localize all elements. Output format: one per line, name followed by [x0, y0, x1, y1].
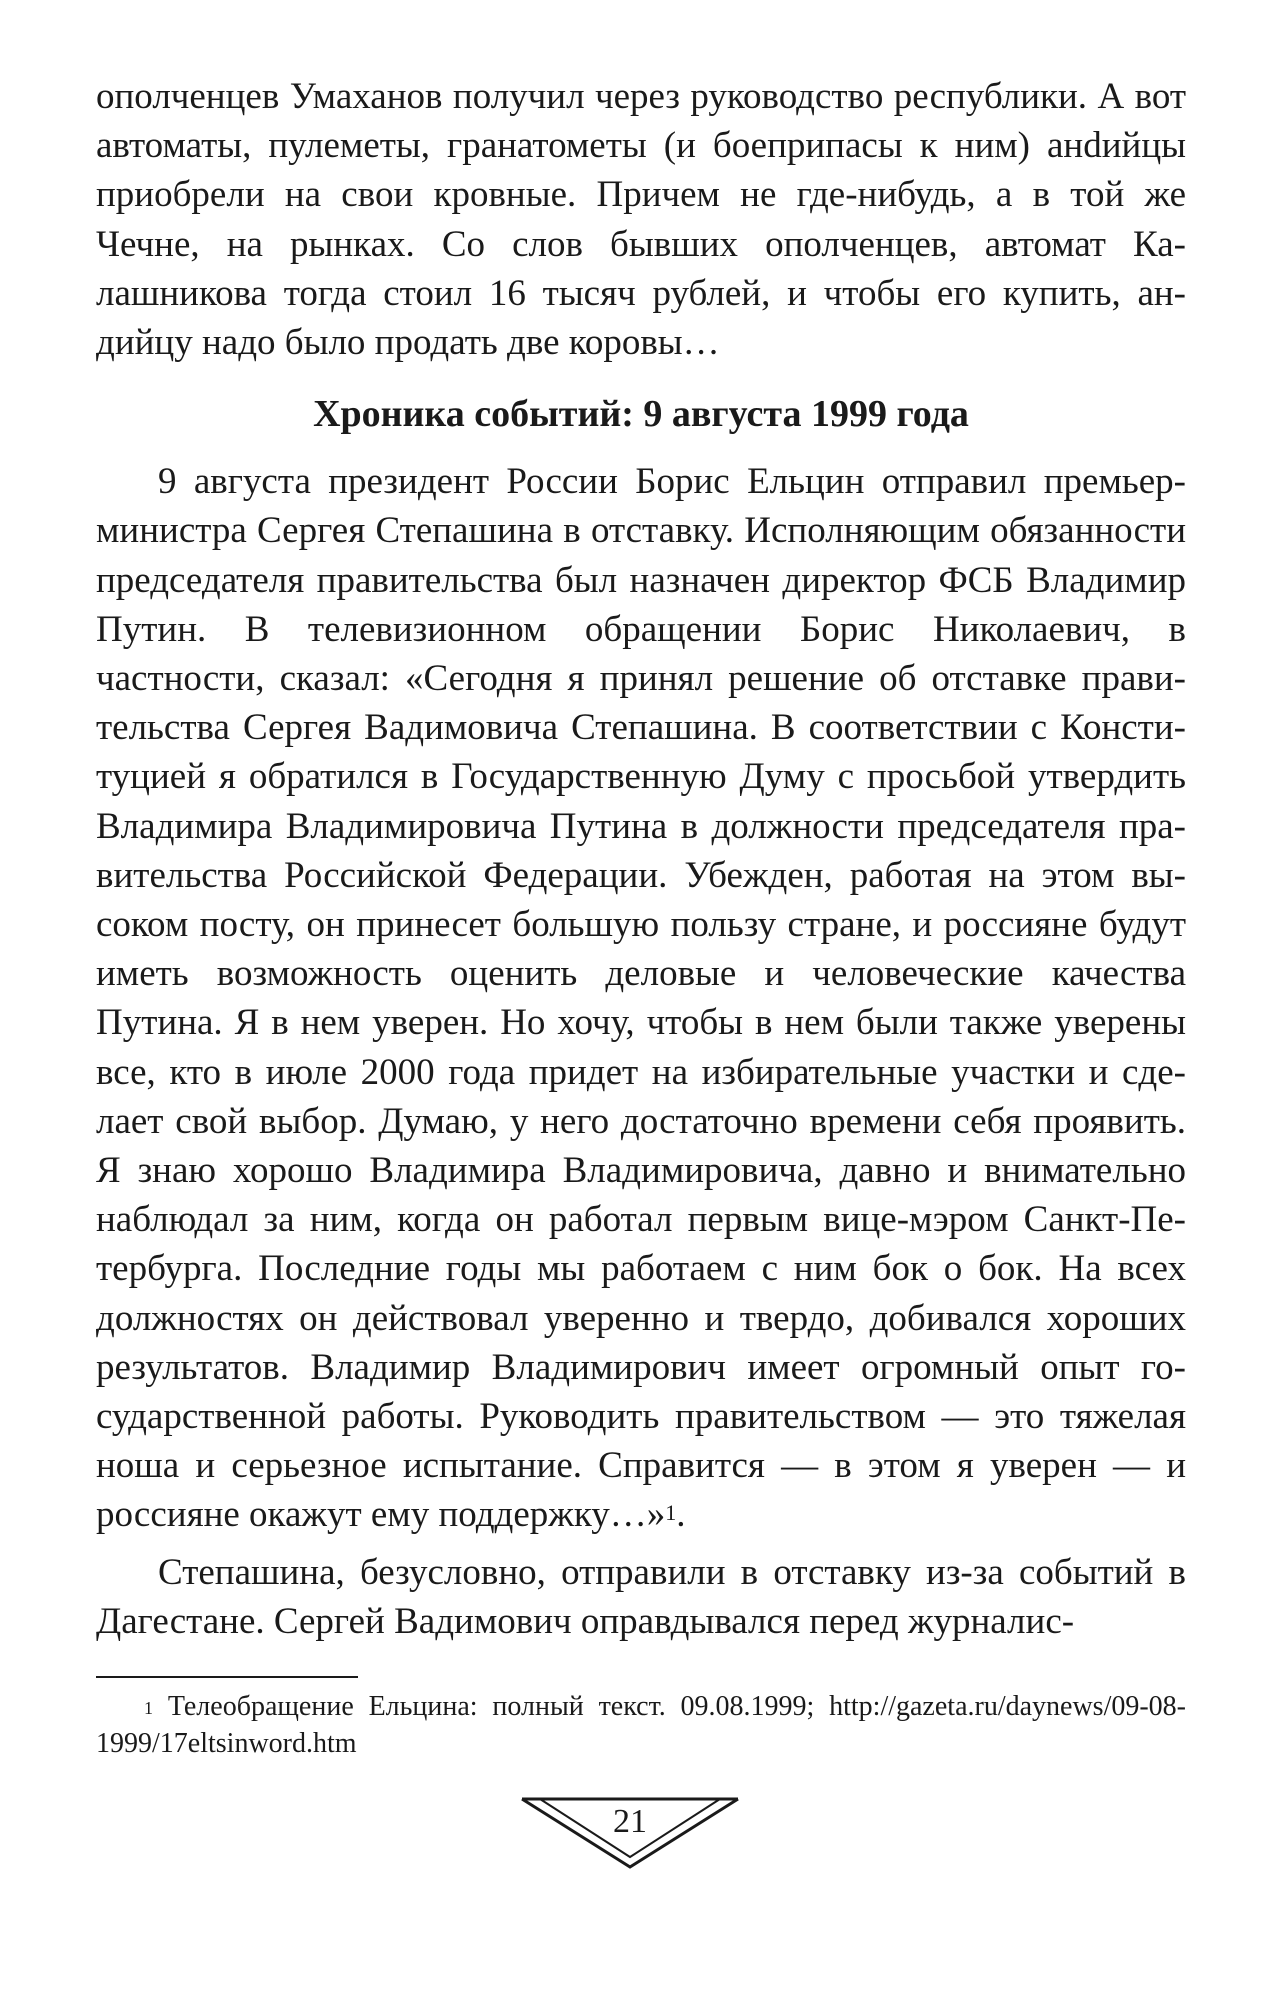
- page-number-ornament: [520, 1795, 740, 1870]
- paragraph-2: [96, 457, 1186, 1539]
- paragraph-2-text: 9 августа президент России Борис Ельцин отправил премьер-министра Сергея Степашина в отставку. Исполняющим обязанности председателя правительства был назначен директор ФСБ Владимир Путин. В телевизионном обращении Борис Николаевич, в частности, сказал: «Сегодня я принял решение об отставке правительства Сергея Вадимовича Степашина. В соответствии с Конституцией я обратился в Государственную Думу с просьбой утвердить Владимира Владимировича Путина в должности председателя правительства Российской Федерации. Убежден, работая на этом высоком посту, он принесет большую пользу стране, и россияне будут иметь возможность оценить деловые и человеческие качества Путина. Я в нем уверен. Но хочу, чтобы в нем были также уверены все, кто в июле 2000 года придет на избирательные участки и сделает свой выбор. Думаю, у него достаточно времени себя проявить. Я знаю хорошо Владимира Владимировича, давно и внимательно наблюдал за ним, когда он работал первым вице-мэром Санкт-Петербурга. Последние годы мы работаем с ним бок о бок. На всех должностях он действовал уверенно и твердо, добивался хороших результатов. Владимир Владимирович имеет огромный опыт государственной работы. Руководить правительством — это тяжелая ноша и серьезное испытание. Справится — в этом я уверен — и россияне окажут ему поддержку…»: [96, 461, 1186, 1536]
- footnote-text: Телеобращение Ельцина: полный текст. 09.08.1999; http://gazeta.ru/daynews/09-08-1999/17eltsinword.htm: [96, 1691, 1187, 1759]
- paragraph-3: Степашина, безусловно, отправили в отставку из-за событий в Дагестане. Сергей Вадимович оправдывался перед журналис-: [96, 1551, 1186, 1642]
- footnote-marker: 1: [144, 1698, 153, 1718]
- footnote-divider: [96, 1676, 358, 1678]
- page-body: [96, 72, 1186, 1646]
- paragraph-2-end: .: [676, 1494, 686, 1536]
- footnote: [96, 1688, 1186, 1762]
- paragraph-1: ополченцев Умаханов получил через руководство республики. А вот автоматы, пулеметы, гранатометы (и боеприпасы к ним) анdийцы приобрели на свои кровные. Причем не где-нибудь, а в той же Чечне, на рынках. Со слов бывших ополченцев, автомат Калашникова тогда стоил 16 тысяч рублей, и чтобы его купить, андийцу надо было продать две коровы…: [96, 76, 1186, 364]
- footnote-reference[interactable]: 1: [665, 1500, 677, 1526]
- section-heading: Хроника событий: 9 августа 1999 года: [313, 393, 969, 436]
- page-number: 21: [613, 1803, 647, 1840]
